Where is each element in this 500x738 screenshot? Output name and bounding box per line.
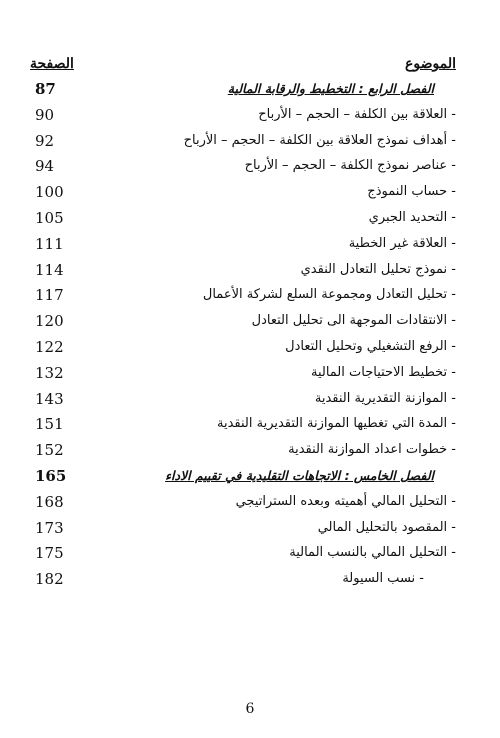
toc-row — [0, 104, 500, 130]
toc-entry-page: 182 — [35, 570, 64, 589]
toc-entry-title: - خطوات اعداد الموازنة النقدية — [288, 442, 456, 458]
toc-row — [0, 542, 500, 568]
toc-entry-title: - عناصر نموذج الكلفة – الحجم – الأرباح — [244, 158, 456, 174]
toc-entry-title: - الانتقادات الموجهة الى تحليل التعادل — [251, 313, 456, 329]
toc-entry-page: 87 — [35, 80, 56, 98]
toc-entry-page: 165 — [35, 466, 67, 485]
toc-entry-page: 105 — [35, 208, 64, 227]
toc-row — [0, 259, 500, 285]
toc-entry-title: - العلاقة بين الكلفة – الحجم – الأرباح — [258, 106, 456, 122]
toc-entry-page: 122 — [35, 337, 64, 356]
toc-entry-title: - أهداف نموذج العلاقة بين الكلفة – الحجم – الأرباح — [183, 132, 456, 148]
toc-entry-page: 152 — [35, 441, 64, 460]
toc-entry-page: 117 — [35, 286, 64, 305]
toc-entry-page: 100 — [35, 183, 64, 202]
toc-row — [0, 207, 500, 233]
toc-row — [0, 517, 500, 543]
toc-row — [0, 491, 500, 517]
toc-entry-title: - نموذج تحليل التعادل النقدي — [300, 261, 456, 277]
toc-entry-page: 92 — [35, 131, 55, 150]
toc-entry-page: 173 — [35, 518, 64, 537]
toc-entry-title: - التحليل المالي بالنسب المالية — [289, 545, 456, 561]
toc-row — [0, 413, 500, 439]
toc-entry-page: 151 — [35, 415, 64, 434]
toc-row — [0, 388, 500, 414]
toc-entry-title: - الموازنة التقديرية النقدية — [314, 390, 456, 406]
toc-entry-page: 90 — [35, 105, 55, 124]
toc-entry-title: الفصل الرابع : التخطيط والرقابة المالية — [227, 81, 434, 96]
toc-row — [0, 233, 500, 259]
toc-entry-page: 94 — [35, 157, 55, 176]
toc-row — [0, 284, 500, 310]
toc-row — [0, 465, 500, 491]
toc-row — [0, 155, 500, 181]
toc-entry-page: 111 — [35, 234, 64, 253]
toc-row — [0, 181, 500, 207]
toc-entry-page: 168 — [35, 492, 64, 511]
toc-entry-title: الفصل الخامس : الاتجاهات التقليدية في تقييم الاداء — [165, 467, 434, 483]
page-column-header: الصفحة — [30, 56, 74, 72]
toc-entry-page: 114 — [35, 260, 64, 279]
toc-row — [0, 439, 500, 465]
toc-entry-page: 132 — [35, 363, 64, 382]
table-of-contents — [0, 78, 500, 594]
toc-entry-title: - التحديد الجبري — [368, 209, 456, 225]
toc-entry-title: - حساب النموذج — [367, 184, 456, 200]
toc-row — [0, 362, 500, 388]
toc-entry-page: 120 — [35, 312, 64, 331]
toc-row — [0, 568, 500, 594]
toc-row — [0, 310, 500, 336]
page-number: 6 — [245, 701, 255, 717]
toc-entry-title: - نسب السيولة — [342, 571, 424, 587]
toc-entry-title: - التحليل المالي أهميته وبعده الستراتيجي — [235, 493, 456, 509]
topic-column-header: الموضوع — [405, 56, 456, 72]
toc-entry-title: - المقصود بالتحليل المالي — [317, 519, 456, 535]
toc-entry-title: - العلاقة غير الخطية — [348, 235, 456, 251]
toc-row — [0, 130, 500, 156]
toc-entry-page: 143 — [35, 389, 64, 408]
toc-entry-title: - الرفع التشغيلي وتحليل التعادل — [285, 338, 456, 354]
toc-entry-title: - المدة التي تغطيها الموازنة التقديرية النقدية — [216, 416, 456, 432]
toc-entry-title: - تحليل التعادل ومجموعة السلع لشركة الأعمال — [202, 287, 456, 303]
toc-row — [0, 78, 500, 104]
toc-entry-page: 175 — [35, 544, 64, 563]
toc-row — [0, 336, 500, 362]
toc-entry-title: - تخطيط الاحتياجات المالية — [310, 364, 456, 380]
